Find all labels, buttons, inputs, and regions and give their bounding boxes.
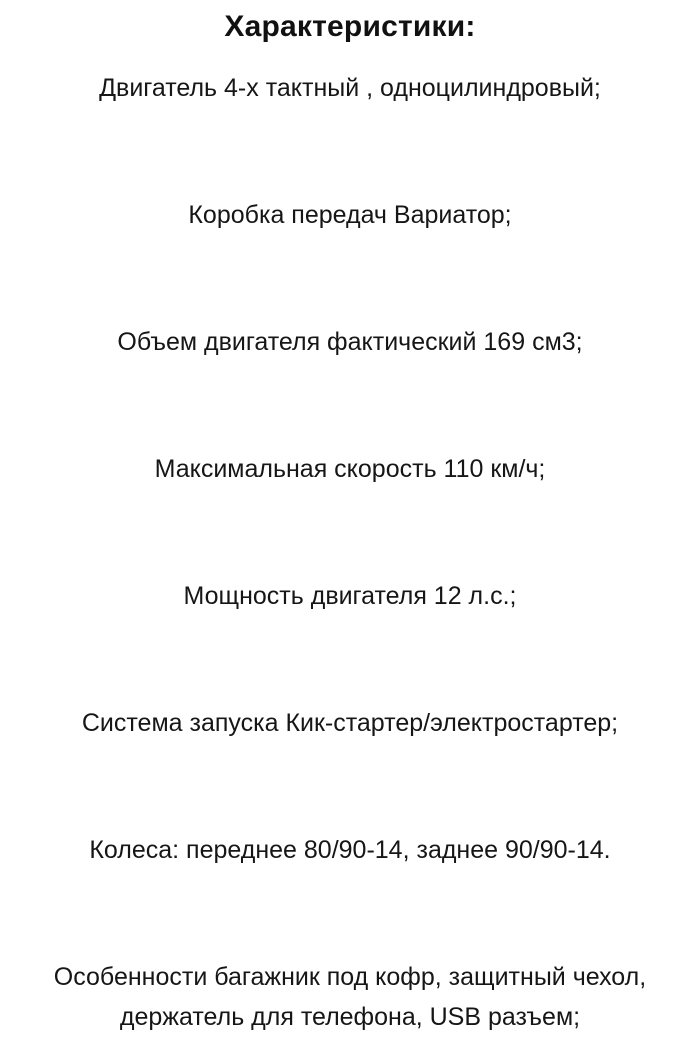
- spec-line-wheels: Колеса: переднее 80/90-14, заднее 90/90-14.: [89, 836, 611, 864]
- page-title: Характеристики:: [224, 10, 476, 43]
- spec-line-engine-power: Мощность двигателя 12 л.с.;: [183, 582, 517, 610]
- spec-line-features: Особенности багажник под кофр, защитный чехол, держатель для телефона, USB разъем;: [53, 963, 647, 1031]
- spec-line-max-speed: Максимальная скорость 110 км/ч;: [154, 455, 546, 483]
- spec-line-start-system: Система запуска Кик-стартер/электростартер;: [81, 709, 619, 737]
- spec-line-engine-type: Двигатель 4-х тактный , одноцилиндровый;: [99, 74, 601, 102]
- spec-line-engine-volume: Объем двигателя фактический 169 см3;: [117, 328, 583, 356]
- spec-line-gearbox: Коробка передач Вариатор;: [188, 201, 512, 229]
